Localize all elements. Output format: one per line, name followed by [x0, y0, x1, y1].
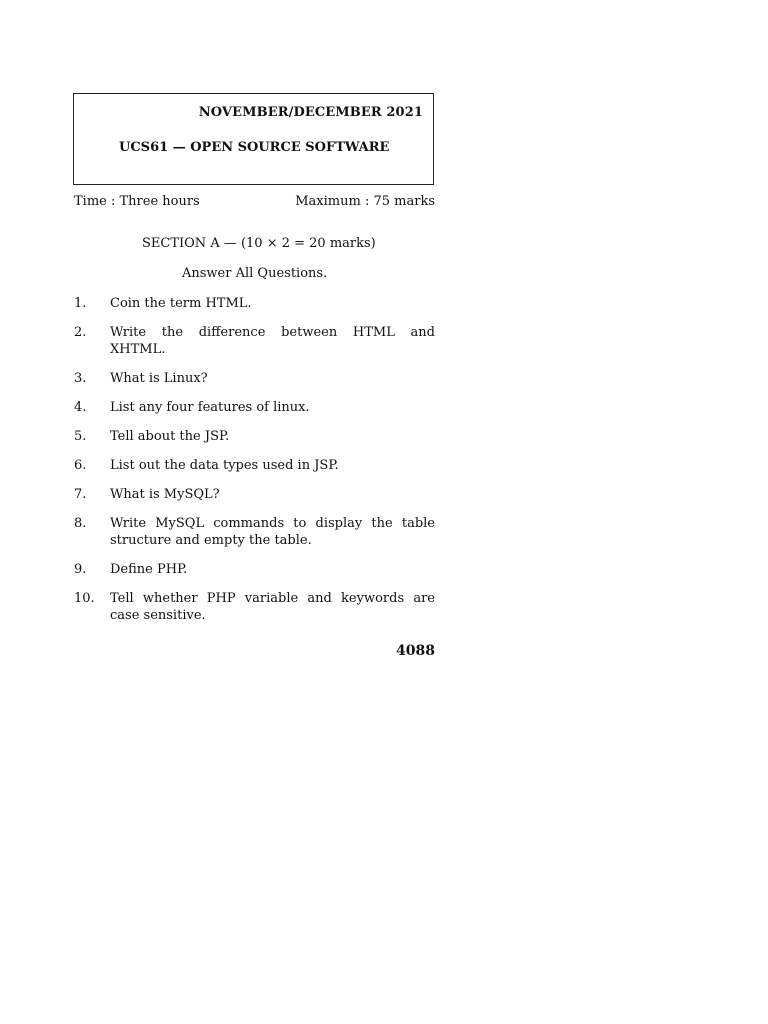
question-number: 6.	[74, 458, 87, 473]
course-title: UCS61 — OPEN SOURCE SOFTWARE	[119, 140, 390, 155]
question-item	[74, 486, 435, 503]
question-text: Write MySQL commands to display the table structure and empty the table.	[110, 516, 435, 548]
question-number: 1.	[74, 296, 87, 311]
question-item	[74, 324, 435, 358]
question-number: 10.	[74, 591, 95, 606]
question-item	[74, 515, 435, 549]
question-number: 8.	[74, 516, 87, 531]
question-item	[74, 370, 435, 387]
question-text: Write the difference between HTML and XHTML.	[110, 325, 435, 357]
question-text: Coin the term HTML.	[110, 296, 252, 311]
question-list	[74, 295, 435, 636]
page-code: 4088	[396, 643, 435, 659]
question-item	[74, 590, 435, 624]
question-text: Tell about the JSP.	[110, 429, 230, 444]
question-text: What is MySQL?	[110, 487, 220, 502]
section-instruction: Answer All Questions.	[182, 266, 328, 281]
question-item	[74, 561, 435, 578]
question-text: List out the data types used in JSP.	[110, 458, 339, 473]
exam-duration: Time : Three hours	[74, 194, 200, 209]
question-number: 3.	[74, 371, 87, 386]
section-heading: SECTION A — (10 × 2 = 20 marks)	[142, 236, 376, 251]
question-number: 2.	[74, 325, 87, 340]
maximum-marks: Maximum : 75 marks	[295, 194, 435, 209]
question-number: 7.	[74, 487, 87, 502]
question-item	[74, 428, 435, 445]
question-text: List any four features of linux.	[110, 400, 310, 415]
question-number: 4.	[74, 400, 87, 415]
exam-date: NOVEMBER/DECEMBER 2021	[198, 105, 423, 120]
exam-header-box	[73, 93, 434, 185]
question-item	[74, 457, 435, 474]
question-text: Tell whether PHP variable and keywords are case sensitive.	[110, 591, 435, 623]
question-number: 9.	[74, 562, 87, 577]
question-number: 5.	[74, 429, 87, 444]
question-item	[74, 295, 435, 312]
question-text: Define PHP.	[110, 562, 188, 577]
question-text: What is Linux?	[110, 371, 208, 386]
question-item	[74, 399, 435, 416]
